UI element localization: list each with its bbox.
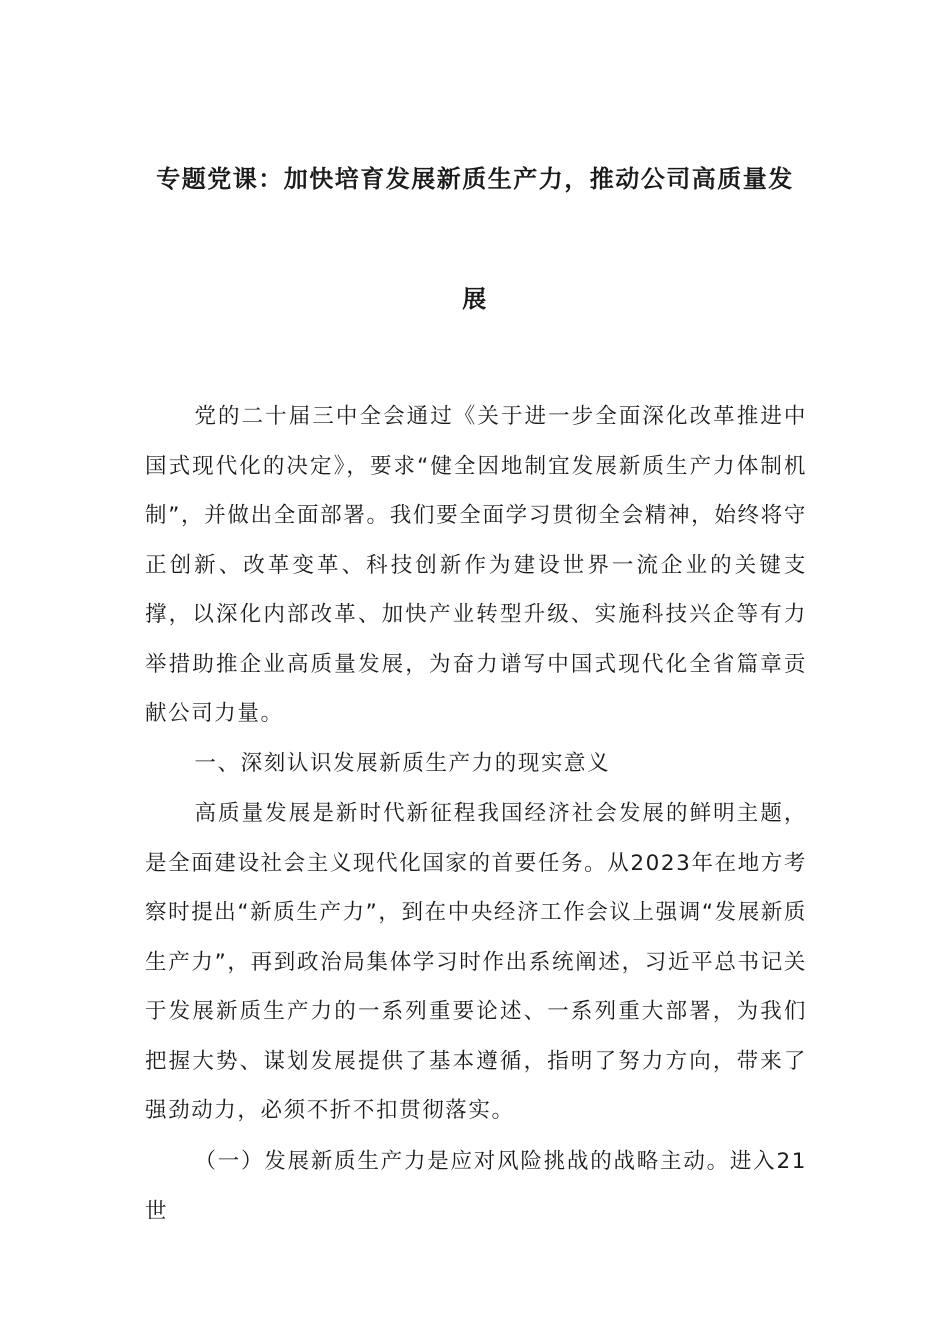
document-title-line-2: 展	[462, 285, 488, 313]
document-title-line-1: 专题党课：加快培育发展新质生产力，推动公司高质量发	[156, 165, 794, 193]
paragraph-text: 高质量发展是新时代新征程我国经济社会发展的鲜明主题，是全面建设社会主义现代化国家的首要任务。从2023年在地方考察时提出“新质生产力”，到在中央经济工作会议上强调“发展新质生产力”，再到政治局集体学习时作出系统阐述，习近平总书记关于发展新质生产力的一系列重要论述、一系列重大部署，为我们把握大势、谋划发展提供了基本遵循，指明了努力方向，带来了强劲动力，必须不折不扣贯彻落实。	[145, 801, 807, 1123]
body-paragraph-3	[145, 1137, 807, 1224]
section-heading-1	[145, 739, 807, 789]
paragraph-text: （一）发展新质生产力是应对风险挑战的战略主动。进入21世	[145, 1149, 807, 1224]
body-paragraph-1	[145, 392, 807, 739]
section-heading-text: 一、深刻认识发展新质生产力的现实意义	[194, 751, 611, 776]
paragraph-text: 党的二十届三中全会通过《关于进一步全面深化改革推进中国式现代化的决定》，要求“健全因地制宜发展新质生产力体制机制”，并做出全面部署。我们要全面学习贯彻全会精神，始终将守正创新、改革变革、科技创新作为建设世界一流企业的关键支撑，以深化内部改革、加快产业转型升级、实施科技兴企等有力举措助推企业高质量发展，为奋力谱写中国式现代化全省篇章贡献公司力量。	[145, 404, 807, 726]
body-paragraph-2	[145, 789, 807, 1136]
